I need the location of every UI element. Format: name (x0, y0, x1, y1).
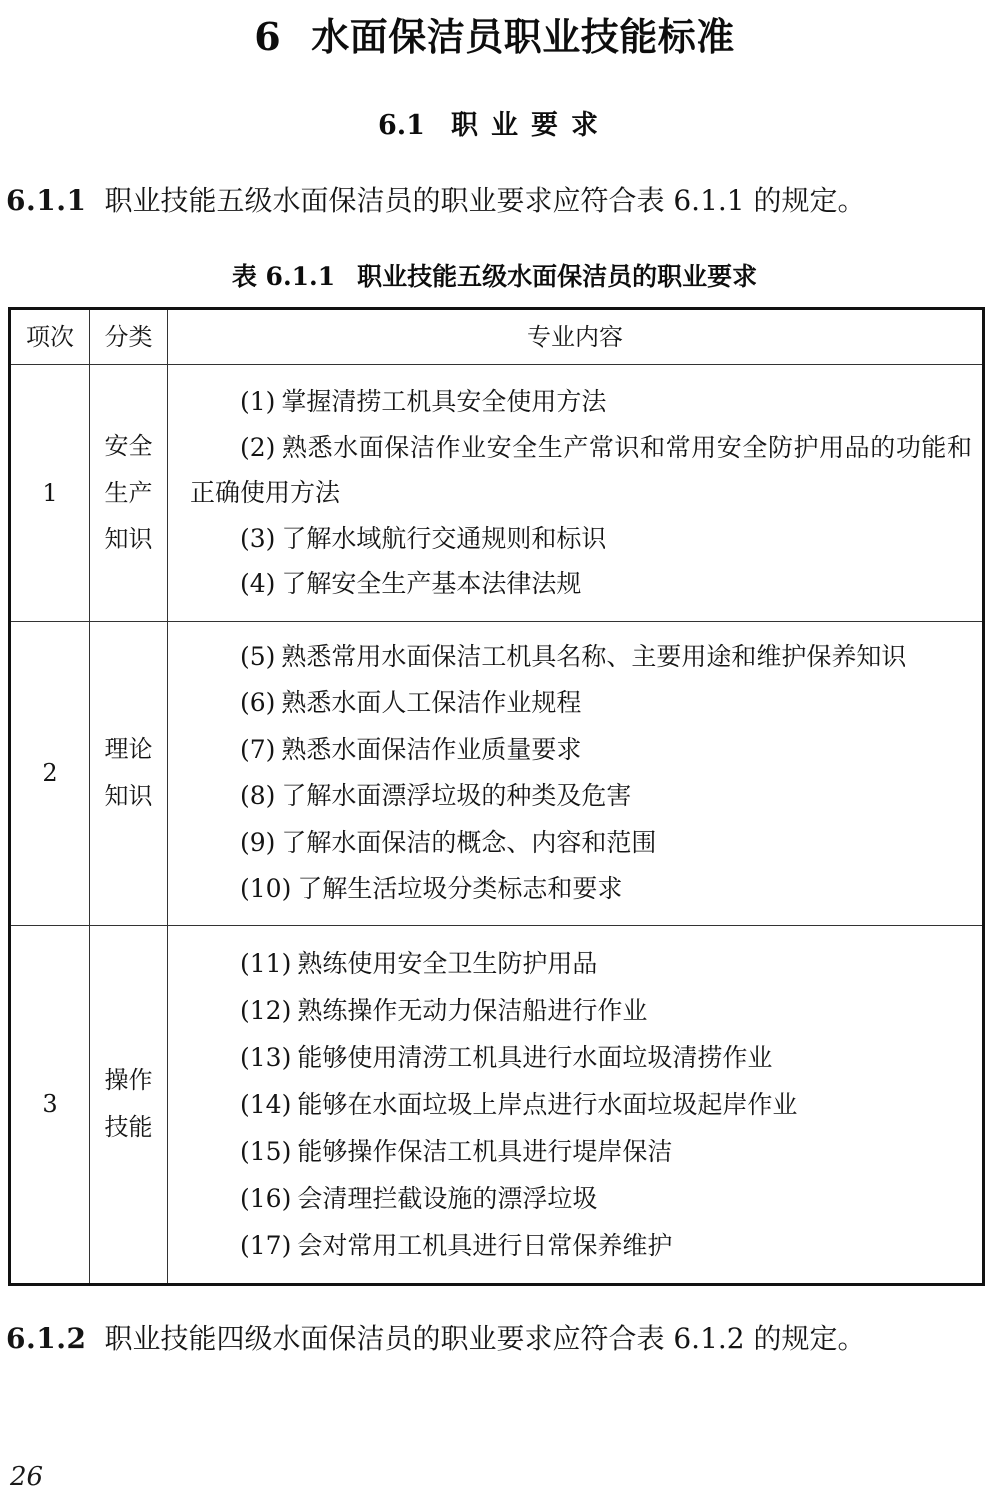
item-number: (9) (240, 827, 276, 857)
item-number: (12) (240, 995, 292, 1025)
list-item (190, 940, 972, 987)
item-number: (13) (240, 1042, 292, 1072)
item-number: (17) (240, 1230, 292, 1260)
row-index: 3 (10, 925, 90, 1284)
item-text: 能够在水面垃圾上岸点进行水面垃圾起岸作业 (297, 1089, 798, 1119)
item-number: (6) (240, 688, 276, 718)
paragraph-text: 职业技能五级水面保洁员的职业要求应符合表 6.1.1 的规定。 (104, 183, 866, 217)
list-item (190, 820, 972, 867)
list-item (190, 773, 972, 820)
list-item (190, 727, 972, 774)
paragraph-6-1-1 (0, 142, 989, 223)
page-title (0, 0, 989, 58)
column-header-content: 专业内容 (168, 309, 984, 365)
item-text: 会对常用工机具进行日常保养维护 (297, 1230, 673, 1260)
table-row (10, 621, 984, 925)
list-item (190, 987, 972, 1034)
item-text: 掌握清捞工机具安全使用方法 (281, 387, 607, 417)
row-index: 2 (10, 621, 90, 925)
table-caption (0, 223, 989, 307)
paragraph-6-1-2 (0, 1286, 989, 1361)
paragraph-number: 6.1.2 (6, 1321, 87, 1355)
row-index: 1 (10, 365, 90, 622)
list-item (190, 561, 972, 607)
item-text: 熟悉水面保洁作业质量要求 (281, 734, 582, 764)
item-number: (3) (240, 523, 276, 553)
item-number: (8) (240, 781, 276, 811)
item-number: (7) (240, 734, 276, 764)
item-text: 了解安全生产基本法律法规 (281, 569, 582, 599)
row-category: 操作技能 (90, 925, 168, 1284)
row-content (168, 621, 984, 925)
list-item (190, 680, 972, 727)
table-header (10, 309, 984, 365)
list-item (190, 1034, 972, 1081)
item-text: 熟悉水面保洁作业安全生产常识和常用安全防护用品的功能和正确使用方法 (190, 432, 972, 508)
list-item (190, 1175, 972, 1222)
item-text: 了解水面漂浮垃圾的种类及危害 (281, 781, 632, 811)
item-number: (14) (240, 1089, 292, 1119)
paragraph-text: 职业技能四级水面保洁员的职业要求应符合表 6.1.2 的规定。 (104, 1321, 866, 1355)
table-row (10, 925, 984, 1284)
item-number: (5) (240, 641, 276, 671)
list-item (190, 1128, 972, 1175)
row-category: 安全生产知识 (90, 365, 168, 622)
column-header-category: 分类 (90, 309, 168, 365)
item-text: 了解水面保洁的概念、内容和范围 (281, 827, 657, 857)
item-text: 熟悉水面人工保洁作业规程 (281, 688, 582, 718)
item-number: (2) (240, 432, 276, 462)
row-content (168, 925, 984, 1284)
column-header-index: 项次 (10, 309, 90, 365)
list-item (190, 1222, 972, 1269)
table-row (10, 365, 984, 622)
section-heading (0, 58, 989, 142)
section-heading-number: 6.1 (378, 109, 425, 141)
page-number: 26 (10, 1462, 44, 1492)
page-title-number: 6 (254, 14, 282, 59)
row-category: 理论知识 (90, 621, 168, 925)
table-caption-number: 表 6.1.1 (231, 262, 336, 292)
row-content (168, 365, 984, 622)
list-item (190, 379, 972, 425)
table-header-row (10, 309, 984, 365)
item-text: 熟练操作无动力保洁船进行作业 (297, 995, 648, 1025)
item-text: 能够使用清涝工机具进行水面垃圾清捞作业 (297, 1042, 773, 1072)
item-number: (1) (240, 387, 276, 417)
item-number: (16) (240, 1183, 292, 1213)
list-item (190, 425, 972, 516)
item-text: 会清理拦截设施的漂浮垃圾 (297, 1183, 598, 1213)
table-body (10, 365, 984, 1285)
item-number: (11) (240, 948, 292, 978)
item-number: (4) (240, 569, 276, 599)
requirements-table (8, 307, 985, 1286)
item-text: 了解水域航行交通规则和标识 (281, 523, 607, 553)
item-number: (10) (240, 874, 292, 904)
table-caption-text: 职业技能五级水面保洁员的职业要求 (357, 262, 758, 292)
list-item (190, 866, 972, 913)
page-title-text: 水面保洁员职业技能标准 (311, 14, 735, 59)
item-number: (15) (240, 1136, 292, 1166)
item-text: 能够操作保洁工机具进行堤岸保洁 (297, 1136, 673, 1166)
item-text: 熟练使用安全卫生防护用品 (297, 948, 598, 978)
list-item (190, 516, 972, 562)
item-text: 了解生活垃圾分类标志和要求 (297, 874, 623, 904)
item-text: 熟悉常用水面保洁工机具名称、主要用途和维护保养知识 (281, 641, 907, 671)
paragraph-number: 6.1.1 (6, 183, 87, 217)
list-item (190, 1081, 972, 1128)
list-item (190, 634, 972, 681)
section-heading-text: 职业要求 (450, 109, 611, 141)
